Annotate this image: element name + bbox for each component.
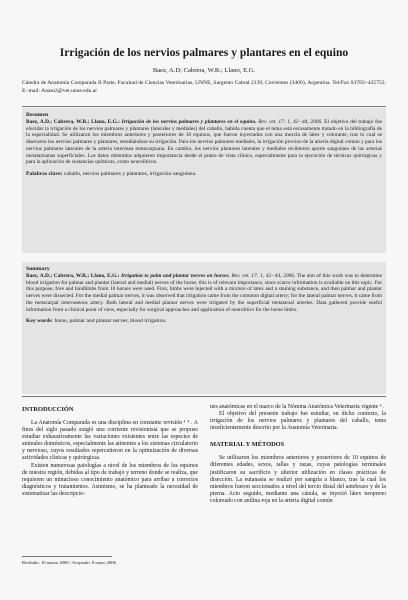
summary-citation-ref: Rev. vet. 17: 1, 42−44, 2006. [231,273,296,279]
right-column [210,404,386,505]
resumen-citation-authors: Baez, A.D.; Cabrera, W.R.; Llano, E.G.: [26,119,120,125]
summary-text [26,273,382,313]
resumen-body: El objetivo del trabajo fue elucidar la irrigación de los nervios palmares y plantares (laterales y mediales) del caballo, habida cuenta que el tema está escasamente tratado en la bibliografía de la especialidad. Se utilizaron los miembros anteriores y posteriores de 10 equinos, que fueron inyectados con una mezcla de látex y colorante, tras lo cual se disecaron los nervios palmares y plantares, estudiándose su irrigación. Para los nervios palmares mediales, la irrigación provino de la arteria digital común y para los nervios palmares laterales de la arteria interósea metacarpiana. En cambio, los nervios plantares laterales y mediales recibieron aporte sanguíneo de las arterias metatarsianas superficiales. Los datos obtenidos adquieren importancia desde el punto de vista clínico, especialmente para la ejecución de técnicas quirúrgicas y para la aplicación de sustancias químicas, como neurolíticos. [26,119,382,166]
resumen-citation-ref: Rev. vet. 17: 1, 42−44, 2006. [258,119,323,125]
objective-paragraph: El objetivo del presente trabajo fue estudiar, en dicho contexto, la irrigación de los nervios palmares y plantares del caballo, tema insuficientemente descrito por la Anatomía Veterinaria. [210,411,386,432]
resumen-keywords [26,171,382,178]
resumen-keywords-label: Palabras clave: [26,170,63,177]
author-line: Baez, A.D; Cabrera, W.R.; Llano, E.G. [152,67,256,74]
paper-title: Irrigación de los nervios palmares y plantares en el equino [59,46,349,59]
footnote-rule [22,556,112,557]
affiliation: Cátedra de Anatomía Comparada II Parte, Facultad de Ciencias Veterinarias, UNNE, Sargento Cabral 2139, Corrientes (3400), Argentina. Tel/Fax 03783−425753. E−mail: Anato2@vet.unne.edu.ar [22,80,386,94]
summary-keywords-label: Key words [26,318,52,325]
received-accepted-note: Recibido: 10 marzo 2006 / Aceptado: 8 mayo 2006 [22,560,116,565]
summary-keywords [26,318,382,325]
intro-heading: INTRODUCCIÓN [22,406,74,413]
resumen-box [22,108,386,253]
resumen-citation-title: Irrigación de los nervios palmares y plantares en el equino. [121,119,257,125]
resumen-top-rule [22,106,386,107]
summary-bottom-rule [22,396,386,397]
summary-citation-authors: Baez, A.D.; Cabrera, W.R.; Llano, E.G.: [26,273,120,279]
summary-keywords-value: : horse, palmar and plantar nerves, blood irrigation. [51,318,167,325]
summary-citation-title: Irrigation to palm and plantar nerves on horses. [121,273,230,279]
intro-paragraph-continued: nes anatómicas en el marco de la Nómina Anatómica Veterinaria vigente ⁶ . [210,404,385,410]
resumen-text [26,119,382,166]
summary-heading: Summary [26,266,50,272]
methods-paragraph: Se utilizaron los miembros anteriores y posteriores de 10 equinos de diferentes edades, sexos, tallas y razas, cuyas patologías terminales justificaron su sacrificio y ulterior utilización en clases prácticas de disección. La eutanasia se realizó por sangría a blanco, tras la cual los miembros fueron seccionados a nivel del tercio distal del antebrazo y de la pierna. Acto seguido, mediante una cánula, se inyectó látex neopreno coloreado con anilina roja en la arteria digital común [210,455,386,504]
resumen-heading: Resumen [26,112,49,118]
left-column [22,404,198,498]
summary-box [22,262,386,394]
intro-paragraph-2: Existen numerosas patologías a nivel de los miembros de los equinos de nuestra región, debidas al tipo de trabajo y terreno donde se realiza, que requieren un minucioso conocimiento anatómico para arribar a correctos diagnósticos y tratamientos. Asimismo, se ha planteado la necesidad de sistematizar las descripcio- [22,462,198,497]
summary-body: The aim of this work was to determine blood irrigation for palmar and plantar (lateral and medial) nerves of the horse; this is of relevant importance, since scarce information is available on this topic. For this purpose, fore and hindlimbs from 10 horses were used. First, limbs were injected with a mixture of latex and a staining substance, and then palmar and plantar nerves were dissected. For the medial palmar nerves, it was observed that irrigation came from the common digital artery; for the lateral palmar nerves, it came from the metacarpal interosseous artery. Both lateral and medial plantar nerves were irrigated by the superficial metatarsal arteries. Data gathered provide useful information from a clinical point of view, especially for surgical approaches and application of neurolitics for the horse limbs. [26,273,382,313]
methods-heading: MATERIAL Y MÉTODOS [210,441,285,449]
resumen-keywords-value: caballo, nervios palmares y plantares, irrigación sanguínea. [63,170,197,177]
intro-paragraph-1: La Anatomía Comparada es una disciplina en constante revisión ¹ ⁴ . A fines del siglo pasado surgió una corriente revisionista que se propuso estudiar exhaustivamente las variaciones existentes entre las especies de animales domésticos, especialmente las atinentes a los sistemas circulatorio y nervioso, cuyos resultados repercutieron en la optimización de diversas actividades clínicas y quirúrgicas. [22,420,198,462]
